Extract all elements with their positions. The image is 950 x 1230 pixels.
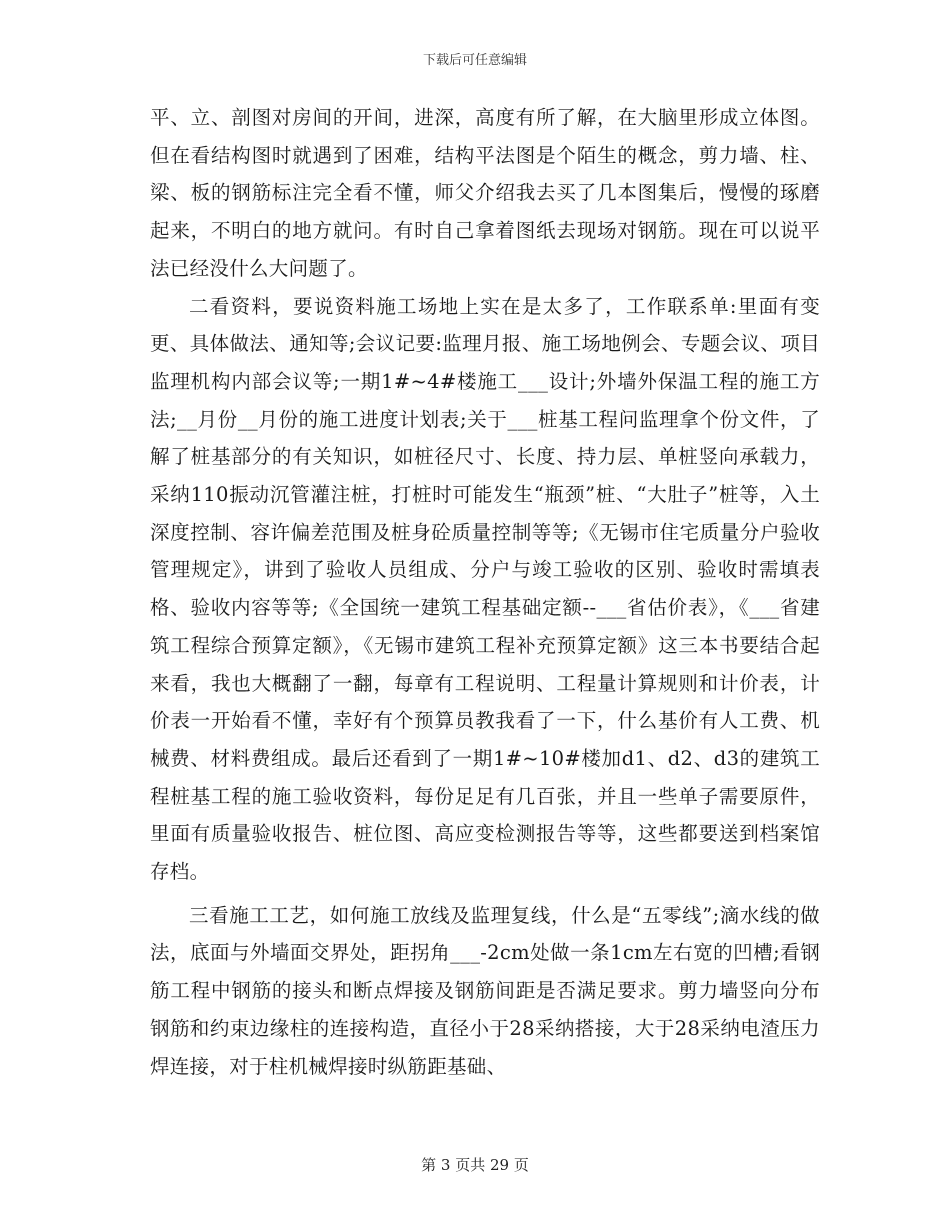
page-header: 下载后可任意编辑: [422, 53, 527, 68]
paragraph-1: 平、立、剖图对房间的开间，进深，高度有所了解，在大脑里形成立体图。但在看结构图时就遇到了困难，结构平法图是个陌生的概念，剪力墙、柱、梁、板的钢筋标注完全看不懂，师父介绍我去买了几本图集后，慢慢的琢磨起来，不明白的地方就问。有时自己拿着图纸去现场对钢筋。现在可以说平法已经没什么大问题了。: [150, 106, 820, 280]
page-number-footer: 第 3 页共 29 页: [421, 1156, 529, 1174]
paragraph-3: 三看施工工艺，如何施工放线及监理复线，什么是“五零线”;滴水线的做法，底面与外墙面交界处，距拐角___-2cm处做一条1cm左右宽的凹槽;看钢筋工程中钢筋的接头和断点焊接及钢筋间距是否满足要求。剪力墙竖向分布钢筋和约束边缘柱的连接构造，直径小于28采纳搭接，大于28采纳电渣压力焊连接，对于柱机械焊接时纵筋距基础、: [150, 903, 820, 1078]
paragraph-2: 二看资料，要说资料施工场地上实在是太多了，工作联系单:里面有变更、具体做法、通知等;会议记要:监理月报、施工场地例会、专题会议、项目监理机构内部会议等;一期1#~4#楼施工___设计;外墙外保温工程的施工方法;__月份__月份的施工进度计划表;关于___桩基工程问监理拿个份文件，了解了桩基部分的有关知识，如桩径尺寸、长度、持力层、单桩竖向承载力，采纳110振动沉管灌注桩，打桩时可能发生“瓶颈”桩、“大肚子”桩等，入土深度控制、容许偏差范围及桩身砼质量控制等等;《无锡市住宅质量分户验收管理规定》，讲到了验收人员组成、分户与竣工验收的区别、验收时需填表格、验收内容等等;《全国统一建筑工程基础定额--___省估价表》，《___省建筑工程综合预算定额》，《无锡市建筑工程补充预算定额》这三本书要结合起来看，我也大概翻了一翻，每章有工程说明、工程量计算规则和计价表，计价表一开始看不懂，幸好有个预算员教我看了一下，什么基价有人工费、机械费、材料费组成。最后还看到了一期1#~10#楼加d1、d2、d3的建筑工程桩基工程的施工验收资料，每份足足有几百张，并且一些单子需要原件，里面有质量验收报告、桩位图、高应变检测报告等等，这些都要送到档案馆存档。: [150, 294, 820, 884]
document-body: [150, 99, 820, 1085]
